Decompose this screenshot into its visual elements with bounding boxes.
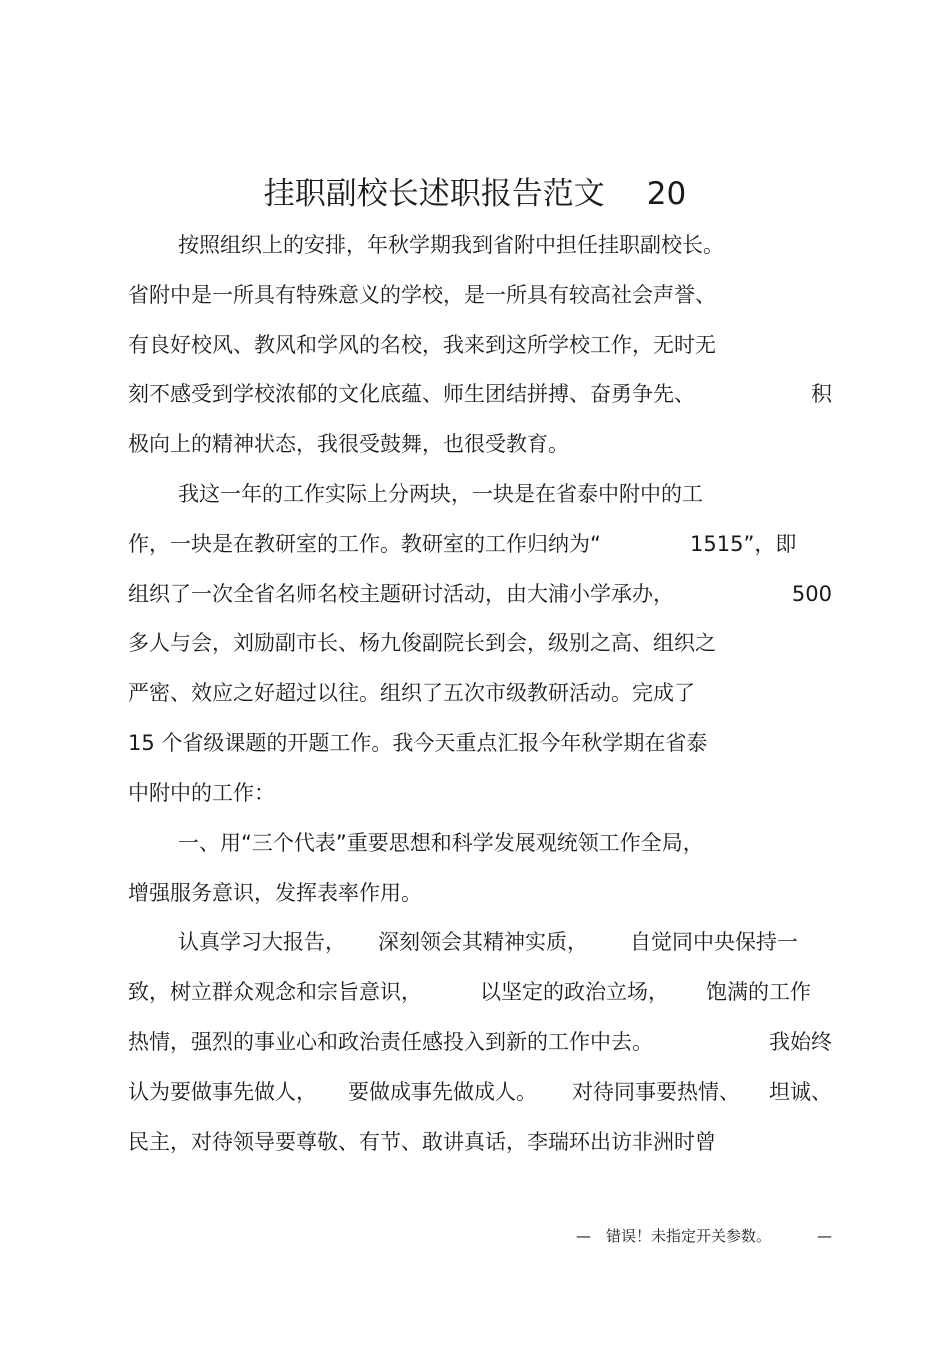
paragraph-line-segment: 热情，强烈的事业心和政治责任感投入到新的工作中去。 <box>128 1030 653 1054</box>
paragraph-line-segment: 对待同事要热情、 <box>572 1080 740 1104</box>
title-text: 挂职副校长述职报告范文 <box>263 176 605 212</box>
paragraph-line: 多人与会，刘励副市长、杨九俊副院长到会，级别之高、组织之 <box>128 631 716 655</box>
footer-dash-right: — <box>817 1227 832 1245</box>
document-title <box>0 172 950 216</box>
paragraph-line-segment: 1515”，即 <box>690 532 797 556</box>
paragraph-line-segment: 致，树立群众观念和宗旨意识， <box>128 980 422 1004</box>
paragraph-line: 民主，对待领导要尊敬、有节、敢讲真话，李瑞环出访非洲时曾 <box>128 1130 716 1154</box>
paragraph-line-segment: 要做成事先做成人。 <box>348 1080 537 1104</box>
paragraph-line-segment: 认为要做事先做人， <box>128 1080 317 1104</box>
paragraph-line-tail: 500 <box>791 582 832 606</box>
paragraph-line: 刻不感受到学校浓郁的文化底蕴、师生团结拼搏、奋勇争先、 <box>128 382 695 406</box>
section-heading-line: 增强服务意识，发挥表率作用。 <box>128 881 422 905</box>
paragraph-line: 严密、效应之好超过以往。组织了五次市级教研活动。完成了 <box>128 681 695 705</box>
paragraph-line-tail: 坦诚、 <box>769 1080 832 1104</box>
paragraph-line: 中附中的工作： <box>128 781 275 805</box>
paragraph-line: 有良好校风、教风和学风的名校，我来到这所学校工作，无时无 <box>128 333 716 357</box>
paragraph-line-segment: 饱满的工作 <box>706 980 811 1004</box>
paragraph-line: 我这一年的工作实际上分两块，一块是在省泰中附中的工 <box>178 482 703 506</box>
paragraph-line: 极向上的精神状态，我很受鼓舞，也很受教育。 <box>128 432 569 456</box>
paragraph-line-segment: 认真学习大报告， <box>178 930 346 954</box>
paragraph-line: 组织了一次全省名师名校主题研讨活动，由大浦小学承办， <box>128 582 674 606</box>
paragraph-line-tail: 积 <box>811 382 832 406</box>
paragraph-line-segment: 深刻领会其精神实质， <box>378 930 588 954</box>
paragraph-line: 作，一块是在教研室的工作。教研室的工作归纳为“ <box>128 532 601 556</box>
paragraph-line: 按照组织上的安排，年秋学期我到省附中担任挂职副校长。 <box>178 233 724 257</box>
title-number: 20 <box>646 176 687 212</box>
footer-dash-left: — <box>576 1227 591 1245</box>
paragraph-line: 15 个省级课题的开题工作。我今天重点汇报今年秋学期在省泰 <box>128 731 708 755</box>
section-heading-line: 一、用“三个代表”重要思想和科学发展观统领工作全局， <box>178 831 704 855</box>
paragraph-line-segment: 自觉同中央保持一 <box>630 930 798 954</box>
paragraph-line-tail: 我始终 <box>769 1030 832 1054</box>
footer-message: 错误！未指定开关参数。 <box>606 1227 772 1245</box>
page-footer <box>576 1221 832 1251</box>
paragraph-line-segment: 以坚定的政治立场， <box>480 980 669 1004</box>
paragraph-line: 省附中是一所具有特殊意义的学校，是一所具有较高社会声誉、 <box>128 283 716 307</box>
